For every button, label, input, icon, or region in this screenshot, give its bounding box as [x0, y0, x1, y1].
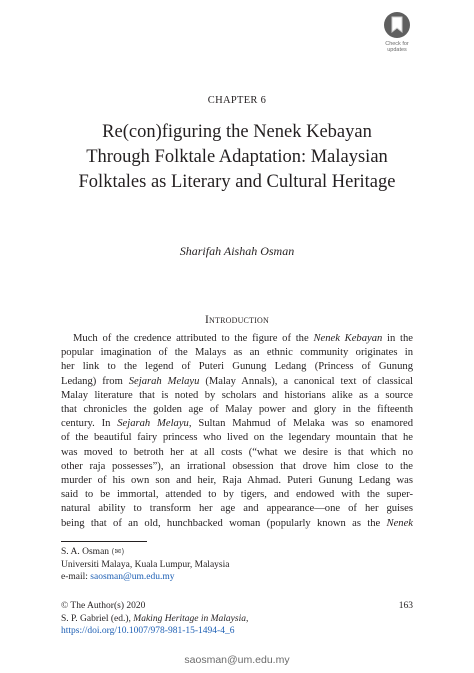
title-line: Folktales as Literary and Cultural Heritage — [78, 172, 396, 192]
body-text-run: in the — [382, 333, 413, 344]
body-line — [61, 431, 413, 445]
footnote-rule — [61, 541, 147, 542]
institution: Universiti Malaya, Kuala Lumpur, Malaysia — [61, 559, 230, 570]
body-text-run: that chronicles the golden age of Malay power and glory in the fifteenth — [61, 404, 413, 416]
copyright: © The Author(s) 2020 — [61, 601, 146, 611]
book-citation — [61, 613, 413, 626]
body-text-run: , Sultan Mahmud of Melaka was so enamored — [188, 418, 413, 430]
affiliation-name-line — [61, 546, 229, 559]
italic-term: Nenek — [386, 517, 413, 529]
page-number: 163 — [398, 601, 413, 611]
email-label: e-mail: — [61, 572, 91, 582]
body-text-run: century. In — [61, 418, 118, 430]
chapter-label: CHAPTER 6 — [207, 95, 267, 106]
body-line — [61, 502, 413, 516]
doi-link[interactable]: https://doi.org/10.1007/978-981-15-1494-4_6 — [61, 626, 235, 636]
check-for-updates-badge[interactable] — [374, 12, 420, 60]
body-text-run: said to be immortal, attended to by tigers, and endowed with the super- — [61, 489, 413, 501]
body-text-run: her link to the legend of Puteri Gunung Ledang (Princess of Gunung — [61, 361, 413, 373]
book-title: Making Heritage in Malaysia — [133, 613, 246, 624]
body-text-run: (Malay Annals), a canonical text of classical — [199, 375, 413, 387]
body-line — [61, 332, 413, 346]
editor-suffix: , — [245, 613, 249, 624]
footer-block — [61, 600, 413, 638]
italic-term: Sejarah Melayu — [128, 375, 200, 387]
body-line — [61, 474, 413, 488]
body-line — [61, 360, 413, 374]
body-text-run: was moved to betroth her at all costs (“what we desire is that which no — [61, 446, 413, 458]
affiliation-block — [61, 546, 229, 584]
title-line: Re(con)figuring the Nenek Kebayan — [102, 122, 372, 142]
body-text-run: other raja possesses”), an irrational obsession that drove him close to the — [61, 460, 413, 472]
section-heading: Introduction — [204, 314, 269, 326]
email-link[interactable]: saosman@um.edu.my — [90, 572, 175, 582]
body-text — [61, 332, 413, 531]
chapter-title — [40, 120, 434, 195]
italic-term: Sejarah Melayu — [117, 418, 189, 430]
bookmark-icon — [384, 12, 410, 38]
body-line — [61, 417, 413, 431]
email-line — [61, 571, 229, 584]
body-text-run: of the beautiful fairy princess who lived on the legendary mountain that he — [61, 432, 413, 444]
badge-text — [374, 41, 420, 53]
body-line — [61, 389, 413, 403]
body-text-run: being that of an old, hunchbacked woman (popularly known as the — [61, 517, 387, 529]
watermark-email: saosman@um.edu.my — [184, 654, 290, 666]
body-line — [61, 446, 413, 460]
body-text-run: Much of the credence attributed to the figure of the — [73, 333, 314, 344]
title-line: Through Folktale Adaptation: Malaysian — [86, 147, 388, 167]
body-line — [61, 488, 413, 502]
italic-term: Nenek Kebayan — [313, 333, 383, 344]
body-text-run: natural ability to transform her age and appearance—one of her guises — [61, 503, 413, 515]
body-text-run: murder of his own son and heir, Raja Ahmad. Puteri Gunung Ledang was — [61, 475, 413, 487]
body-line — [61, 460, 413, 474]
author-short-name: S. A. Osman — [61, 547, 110, 557]
body-line — [61, 403, 413, 417]
body-line — [61, 346, 413, 360]
body-line — [61, 517, 413, 531]
badge-line2: updates — [387, 47, 407, 53]
badge-line1: Check for — [385, 41, 409, 47]
body-text-run: popular imagination of the Malays as an ethnic community originates in — [61, 347, 413, 359]
body-line — [61, 375, 413, 389]
envelope-icon[interactable]: (✉) — [111, 547, 125, 556]
editor-prefix: S. P. Gabriel (ed.), — [61, 613, 134, 624]
author-name: Sharifah Aishah Osman — [179, 244, 295, 258]
body-text-run: Malay literature that is noted by scholars and historians alike as a source — [61, 389, 413, 401]
body-text-run: Ledang) from — [61, 375, 129, 387]
